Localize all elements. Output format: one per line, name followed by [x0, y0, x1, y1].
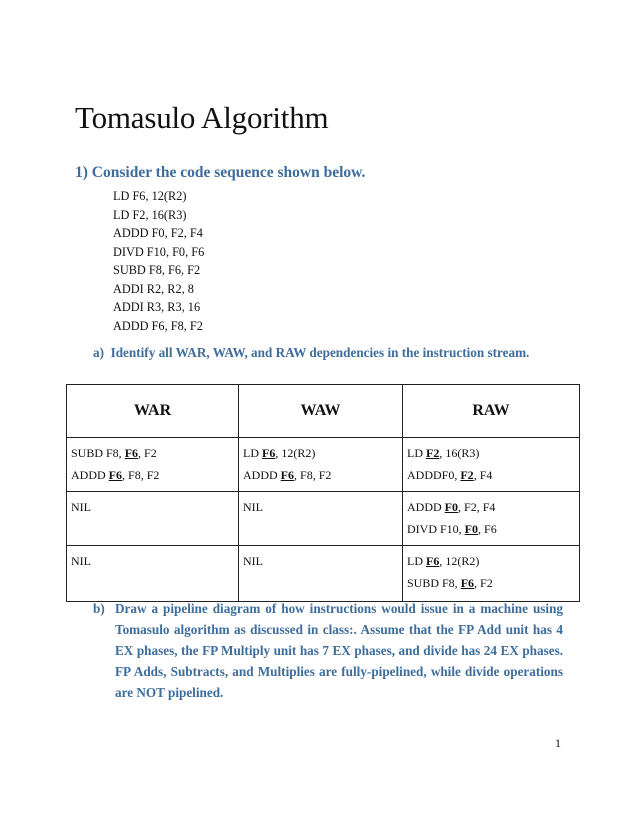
table-row — [67, 438, 580, 492]
code-line: ADDD F6, F8, F2 — [113, 318, 203, 333]
question-a-label: a) — [93, 345, 104, 360]
table-header-row — [67, 385, 580, 438]
dependency-line: LD F6, 12(R2) — [243, 446, 316, 460]
question-b-text: Draw a pipeline diagram of how instructions would issue in a machine using Tomasulo algorithm as discussed in class:. Assume that the FP Add unit has 4 EX phases, the FP Multiply unit has 7 EX phases, and divide has 24 EX phases. FP Adds, Subtracts, and Multiplies are fully-pipelined, while divide operations are NOT pipelined. — [115, 601, 563, 700]
table-cell — [67, 546, 239, 602]
dependency-line: ADDDF0, F2, F4 — [407, 468, 493, 482]
code-line: ADDI R3, R3, 16 — [113, 300, 201, 314]
question-b — [93, 598, 563, 703]
page-number: 1 — [555, 736, 561, 750]
question-a-text: Identify all WAR, WAW, and RAW dependencies in the instruction stream. — [110, 345, 530, 360]
dependency-line: NIL — [243, 500, 263, 514]
code-line: ADDD F0, F2, F4 — [113, 226, 203, 240]
dependency-line: DIVD F10, F0, F6 — [407, 522, 497, 536]
code-line: LD F2, 16(R3) — [113, 207, 187, 222]
code-sequence — [113, 187, 204, 335]
table-row — [67, 546, 580, 602]
question-1 — [75, 164, 365, 182]
table-cell — [239, 492, 403, 546]
dependency-line: NIL — [71, 500, 91, 514]
question-b-label: b) — [93, 601, 105, 616]
dependency-line: LD F2, 16(R3) — [407, 446, 480, 460]
dependency-line: ADDD F6, F8, F2 — [71, 468, 160, 482]
dependency-table — [66, 384, 580, 602]
table-cell — [403, 546, 580, 602]
question-1-number: 1) — [75, 164, 88, 181]
code-line: ADDI R2, R2, 8 — [113, 281, 194, 296]
header-waw: WAW — [239, 385, 403, 438]
table-cell — [239, 546, 403, 602]
header-raw: RAW — [403, 385, 580, 438]
question-1-text: Consider the code sequence shown below. — [91, 164, 366, 181]
code-line: SUBD F8, F6, F2 — [113, 263, 201, 277]
table-row — [67, 492, 580, 546]
page-title: Tomasulo Algorithm — [75, 100, 329, 135]
table-cell — [403, 492, 580, 546]
code-line: LD F6, 12(R2) — [113, 189, 187, 203]
dependency-line: ADDD F6, F8, F2 — [243, 468, 332, 482]
dependency-line: SUBD F8, F6, F2 — [407, 576, 493, 590]
dependency-line: NIL — [71, 554, 91, 568]
table-cell — [239, 438, 403, 492]
table-cell — [67, 438, 239, 492]
code-line: DIVD F10, F0, F6 — [113, 244, 205, 259]
table-cell — [403, 438, 580, 492]
table-cell — [67, 492, 239, 546]
dependency-line: ADDD F0, F2, F4 — [407, 500, 496, 514]
question-a — [93, 345, 529, 361]
dependency-line: NIL — [243, 554, 263, 568]
header-war: WAR — [67, 385, 239, 438]
dependency-line: LD F6, 12(R2) — [407, 554, 480, 568]
dependency-line: SUBD F8, F6, F2 — [71, 446, 157, 460]
